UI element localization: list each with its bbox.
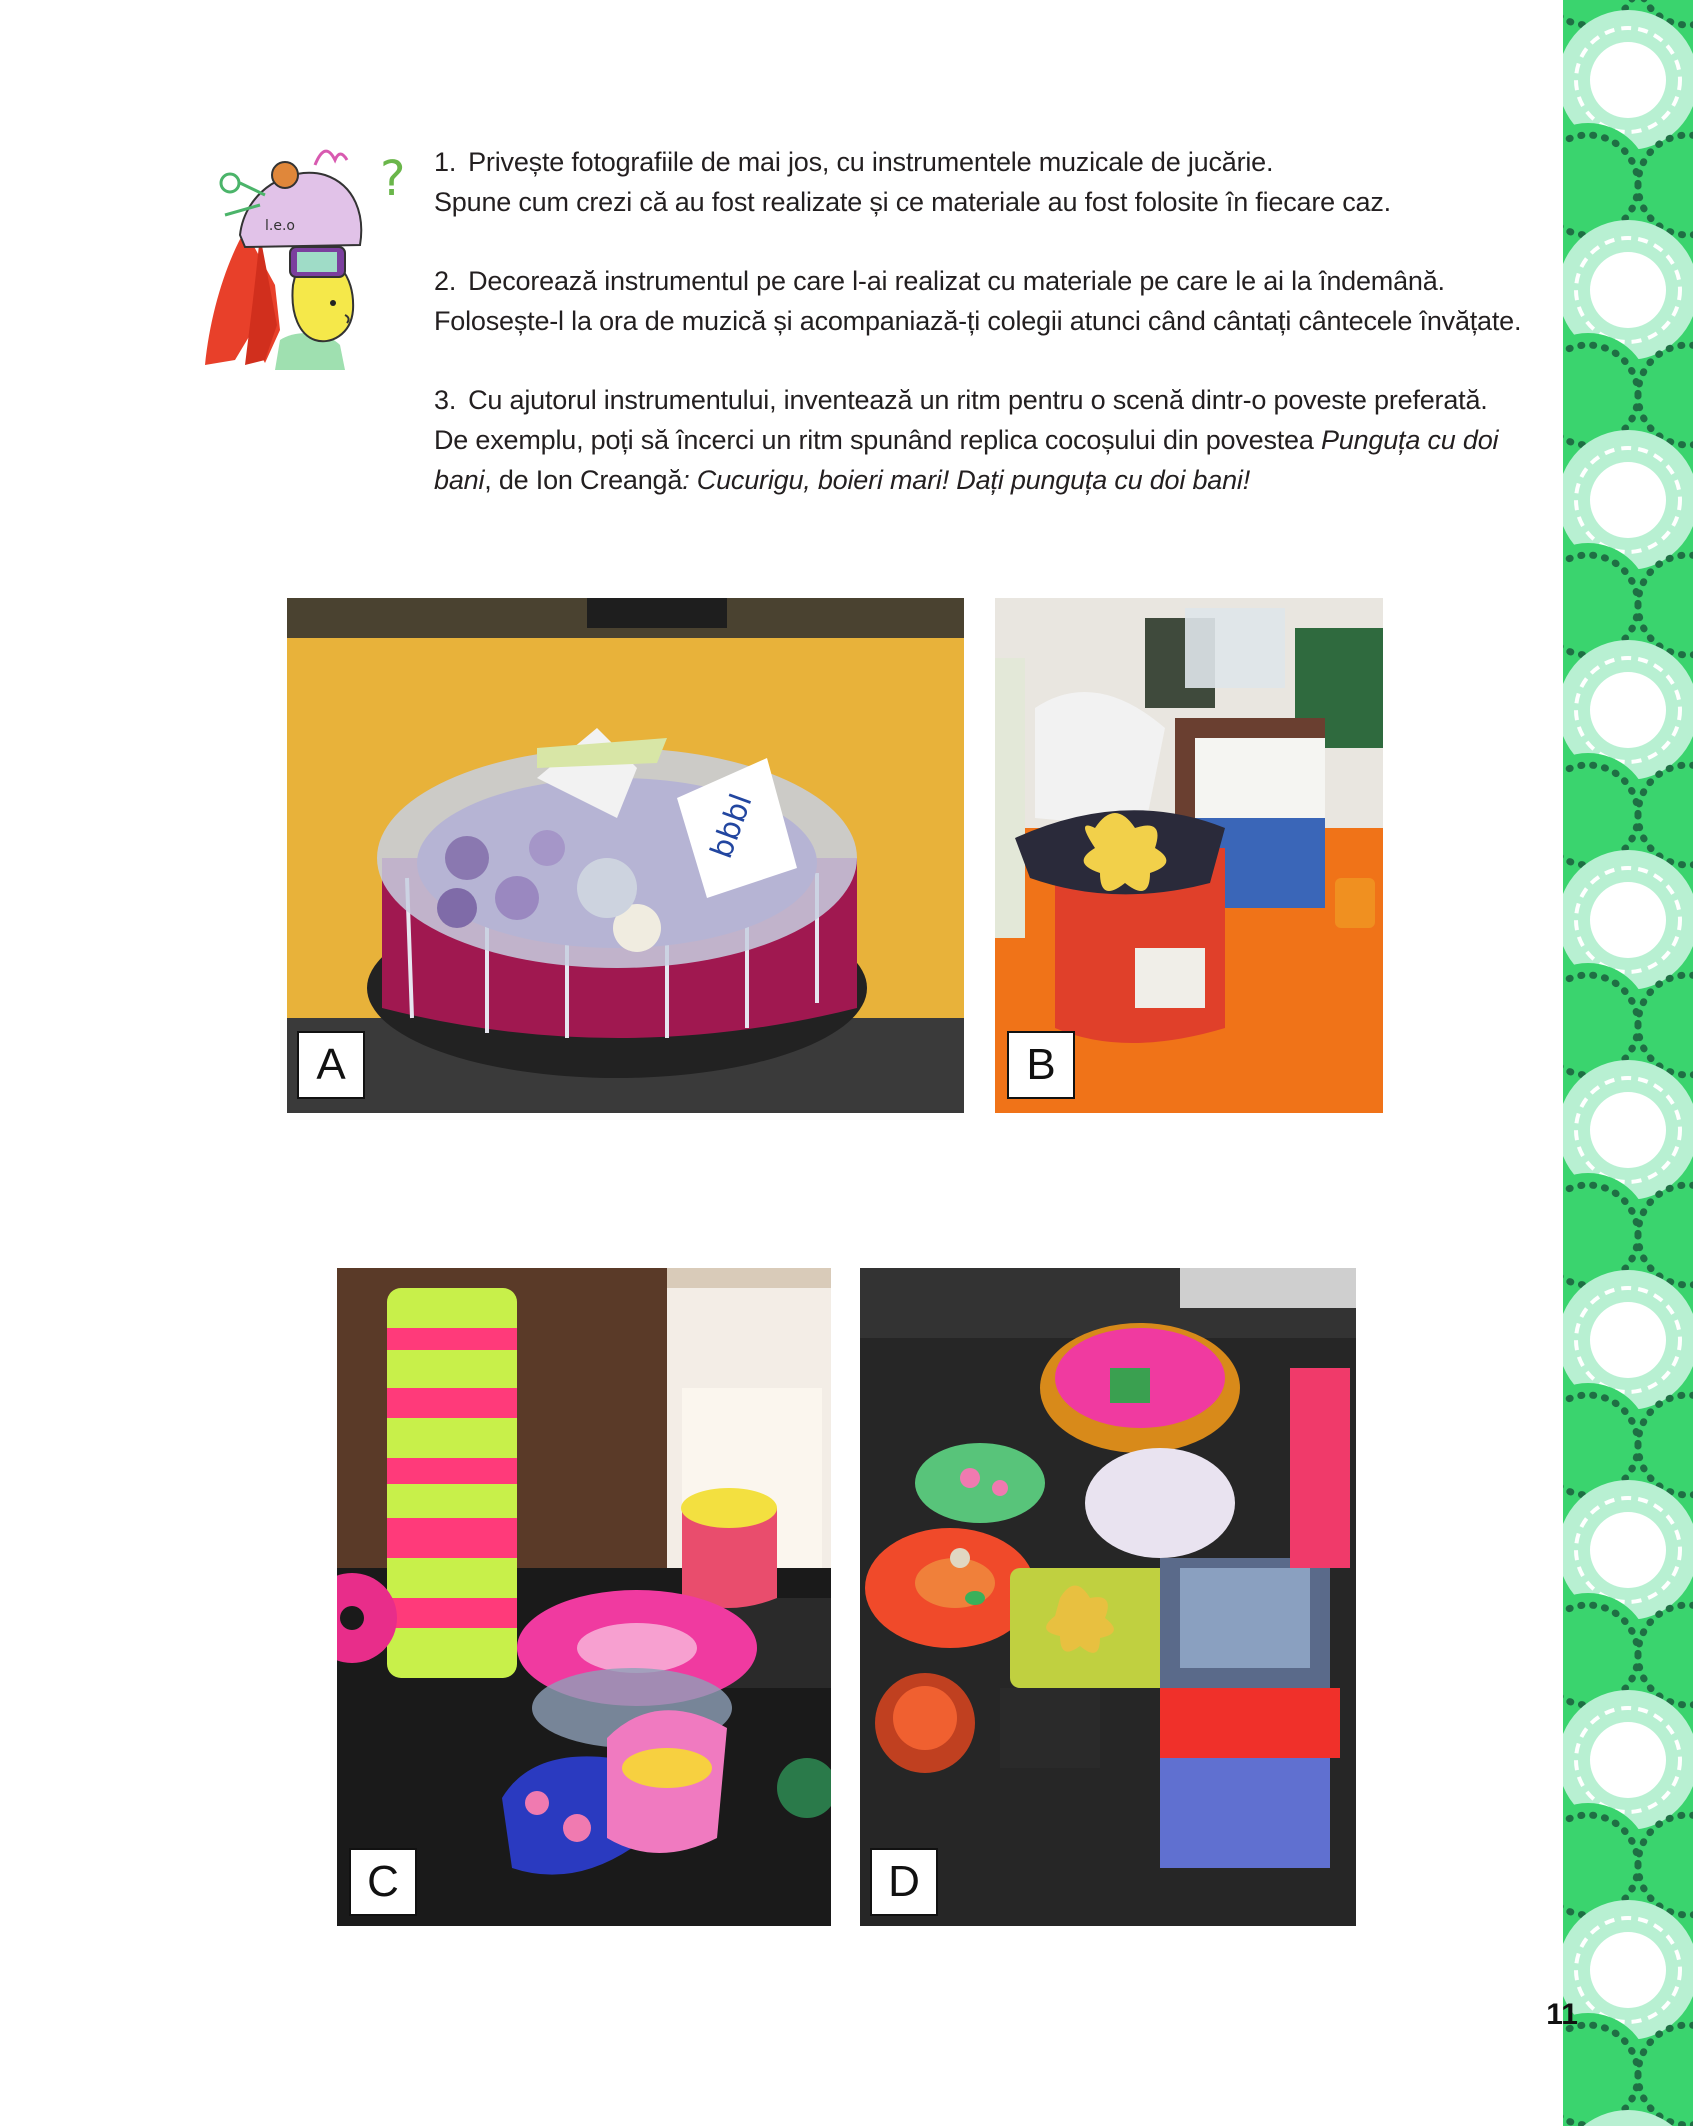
instruction-3-line-1: 3. Cu ajutorul instrumentului, inventează un ritm pentru o scenă dintr-o poveste preferată. <box>434 385 1488 415</box>
decorative-border <box>1563 0 1693 2126</box>
svg-text:l.e.o: l.e.o <box>265 218 295 234</box>
svg-text:?: ? <box>380 151 406 207</box>
instruction-2-line-2: Folosește-l la ora de muzică și acompaniază-ți colegii atunci când cântați cântecele învățate. <box>434 306 1522 336</box>
story-title: Punguța cu doi <box>1320 425 1499 455</box>
group-of-drums-image <box>860 1268 1356 1926</box>
photo-a <box>287 598 964 1113</box>
instruction-number: 1. <box>434 147 457 177</box>
instruction-number: 3. <box>434 385 457 415</box>
instruction-3-line-3: bani, de Ion Creangă: Cucurigu, boieri mari! Dați punguța cu doi bani! <box>434 465 1251 495</box>
instruction-number: 2. <box>434 266 457 296</box>
photo-c <box>337 1268 831 1926</box>
photo-label-d: D <box>870 1848 938 1916</box>
pattern-ring-center <box>1590 1722 1666 1798</box>
instruction-1 <box>434 142 1524 222</box>
pattern-ring-center <box>1590 1512 1666 1588</box>
rooster-quote: : Cucurigu, boieri mari! Dați punguța cu doi bani! <box>682 465 1251 495</box>
instruction-3 <box>434 380 1524 500</box>
pattern-ring-center <box>1590 882 1666 958</box>
photo-label-a: A <box>297 1031 365 1099</box>
pattern-ring-center <box>1590 1932 1666 2008</box>
svg-text:bbbl: bbbl <box>704 789 760 863</box>
pattern-ring-center <box>1590 672 1666 748</box>
instruction-1-line-2: Spune cum crezi că au fost realizate și ce materiale au fost folosite în fiecare caz. <box>434 187 1391 217</box>
instruction-2 <box>434 261 1524 341</box>
photo-label-b: B <box>1007 1031 1075 1099</box>
page-number: 11 <box>1546 1998 1578 2031</box>
photo-label-c: C <box>349 1848 417 1916</box>
photo-d <box>860 1268 1356 1926</box>
story-title-end: bani <box>434 465 485 495</box>
instruction-3-line-2: De exemplu, poți să încerci un ritm spunând replica cocoșului din povestea Punguța cu doi <box>434 425 1499 455</box>
round-box-shaker-image <box>287 598 964 1113</box>
pattern-ring-center <box>1590 462 1666 538</box>
tube-and-bowl-instruments-image <box>337 1268 831 1926</box>
photo-b <box>995 598 1383 1113</box>
pattern-ring-center <box>1590 1092 1666 1168</box>
pattern-ring-center <box>1590 252 1666 328</box>
pattern-ring-center <box>1590 42 1666 118</box>
instructions <box>434 142 1524 539</box>
decorative-circles-pattern <box>1563 0 1693 2126</box>
instruction-2-line-1: 2. Decorează instrumentul pe care l-ai realizat cu materiale pe care le ai la îndemână. <box>434 266 1445 296</box>
instruction-1-line-1: 1. Privește fotografiile de mai jos, cu instrumentele muzicale de jucărie. <box>434 147 1274 177</box>
pattern-ring-center <box>1590 1302 1666 1378</box>
thinking-girl-icon <box>205 135 410 370</box>
